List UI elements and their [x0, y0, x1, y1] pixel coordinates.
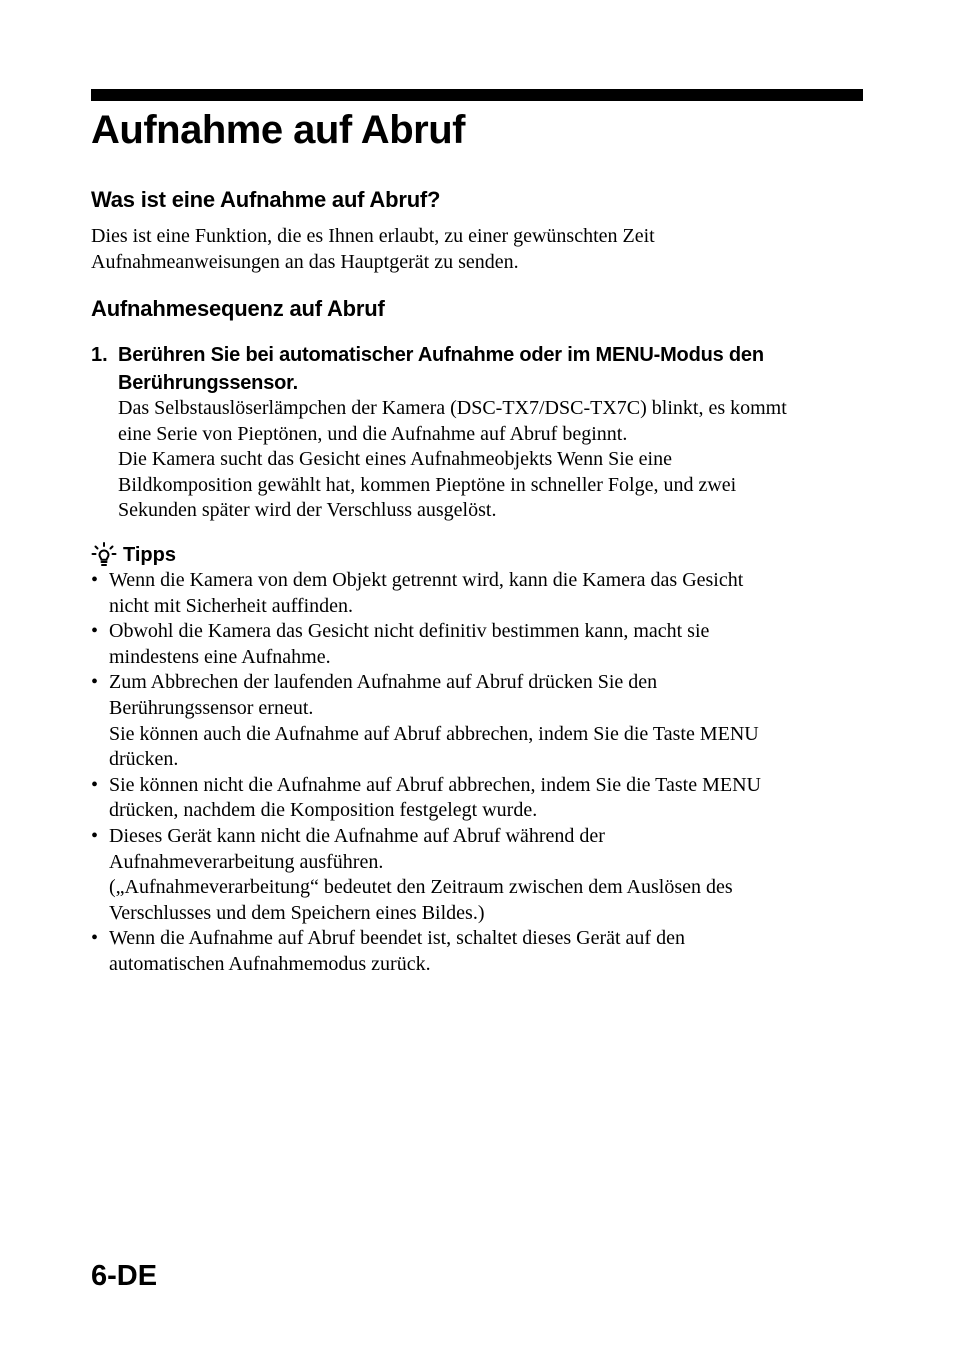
- tip-line: Aufnahmeverarbeitung ausführen.: [109, 850, 384, 873]
- lightbulb-icon: [91, 542, 117, 568]
- tip-line: automatischen Aufnahmemodus zurück.: [109, 952, 431, 975]
- tip-line: Sie können auch die Aufnahme auf Abruf abbrechen, indem Sie die Taste MENU: [109, 722, 759, 745]
- tip-line: Zum Abbrechen der laufenden Aufnahme auf Abruf drücken Sie den: [109, 671, 658, 694]
- bullet-icon: •: [91, 773, 99, 796]
- tip-line: („Aufnahmeverarbeitung“ bedeutet den Zeitraum zwischen dem Auslösen des: [109, 876, 733, 899]
- tips-list-item: [91, 926, 871, 977]
- page-number: 6-DE: [91, 1260, 158, 1292]
- bullet-icon: •: [91, 569, 99, 591]
- tip-line: Verschlusses und dem Speichern eines Bildes.): [109, 901, 485, 924]
- bullet-icon: •: [91, 927, 99, 950]
- step-body-line: Die Kamera sucht das Gesicht eines Aufnahmeobjekts Wenn Sie eine: [118, 448, 672, 471]
- tip-line: Wenn die Aufnahme auf Abruf beendet ist, schaltet dieses Gerät auf den: [109, 927, 685, 950]
- tips-list-item: [91, 568, 871, 619]
- tip-line: Sie können nicht die Aufnahme auf Abruf abbrechen, indem Sie die Taste MENU: [109, 773, 761, 796]
- tips-list-item: [91, 773, 871, 824]
- step-body-line: Bildkomposition gewählt hat, kommen Pieptöne in schneller Folge, und zwei: [118, 473, 737, 496]
- tip-line: nicht mit Sicherheit auffinden.: [109, 594, 354, 617]
- step-number: 1.: [91, 344, 108, 366]
- step-heading-line: Berühren Sie bei automatischer Aufnahme oder im MENU-Modus den: [118, 344, 764, 366]
- bullet-icon: •: [91, 671, 99, 694]
- step-body: [118, 396, 787, 524]
- step-body-line: Sekunden später wird der Verschluss ausgelöst.: [118, 499, 497, 522]
- tips-list-item: [91, 670, 871, 772]
- tip-line: drücken.: [109, 748, 179, 771]
- tip-line: mindestens eine Aufnahme.: [109, 645, 331, 668]
- tip-line: Wenn die Kamera von dem Objekt getrennt wird, kann die Kamera das Gesicht: [109, 569, 744, 591]
- section-heading-sequence: Aufnahmesequenz auf Abruf: [91, 296, 385, 321]
- tips-list-item: [91, 619, 871, 670]
- section-heading-what-is: Was ist eine Aufnahme auf Abruf?: [91, 187, 441, 212]
- page-title: Aufnahme auf Abruf: [91, 108, 465, 152]
- tip-line: Dieses Gerät kann nicht die Aufnahme auf Abruf während der: [109, 824, 605, 847]
- paragraph-line: Dies ist eine Funktion, die es Ihnen erlaubt, zu einer gewünschten Zeit: [91, 225, 655, 247]
- tip-line: Berührungssensor erneut.: [109, 696, 314, 719]
- tips-list: [91, 568, 871, 978]
- title-rule: [91, 89, 863, 101]
- tips-list-item: [91, 824, 871, 926]
- tip-line: drücken, nachdem die Komposition festgelegt wurde.: [109, 799, 538, 822]
- bullet-icon: •: [91, 620, 99, 643]
- step-body-line: Das Selbstauslöserlämpchen der Kamera (DSC-TX7/DSC-TX7C) blinkt, es kommt: [118, 397, 787, 419]
- paragraph-line: Aufnahmeanweisungen an das Hauptgerät zu senden.: [91, 250, 519, 273]
- step-heading: [118, 341, 764, 397]
- step-body-line: eine Serie von Pieptönen, und die Aufnahme auf Abruf beginnt.: [118, 422, 628, 445]
- tip-line: Obwohl die Kamera das Gesicht nicht definitiv bestimmen kann, macht sie: [109, 620, 710, 643]
- step-heading-line: Berührungssensor.: [118, 372, 298, 394]
- section-intro-paragraph: [91, 224, 655, 275]
- tips-label: Tipps: [123, 544, 176, 566]
- bullet-icon: •: [91, 824, 99, 847]
- tips-header: [91, 541, 176, 569]
